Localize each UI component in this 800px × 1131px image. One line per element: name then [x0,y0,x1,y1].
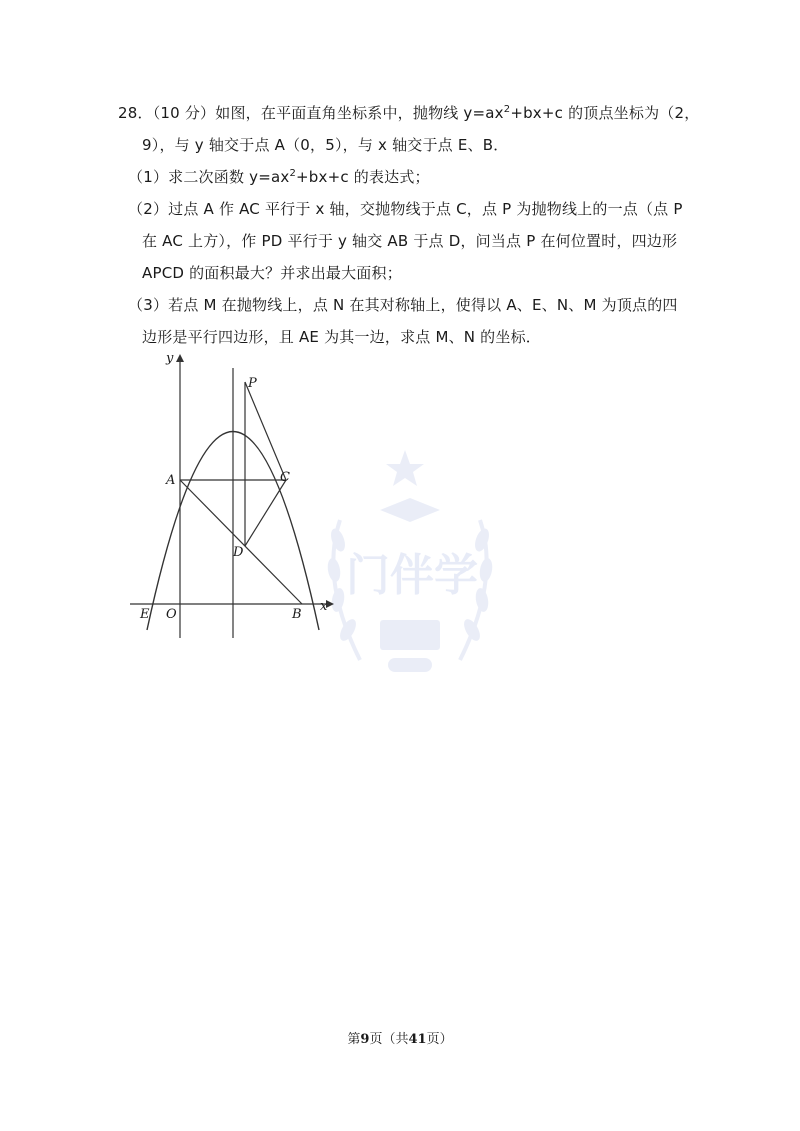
footer-middle: 页（共 [369,1032,409,1047]
label-o: O [166,607,177,622]
label-y: y [166,351,174,366]
label-b: B [292,607,302,622]
problem-intro-line2: 9），与 y 轴交于点 A（0，5），与 x 轴交于点 E、B． [142,136,509,154]
label-a: A [166,473,176,488]
part2-line2: 在 AC 上方），作 PD 平行于 y 轴交 AB 于点 D，问当点 P 在何位置时，四边形 [142,232,678,250]
page-footer [0,1031,800,1049]
footer-prefix: 第 [347,1032,361,1047]
problem-heading: 28．（10 分）如图，在平面直角坐标系中，抛物线 $y=ax^2+bx+c$ 的顶点坐标为（2， [118,104,700,122]
watermark-text: 门伴学 [346,550,478,601]
label-e: E [140,607,150,622]
segment-pc [245,382,286,480]
segment-ab [180,480,302,604]
watermark-star-icon [386,450,424,486]
part1-text-a: （1）求二次函数 y=ax [128,168,290,186]
parabola-figure [130,348,350,648]
part3-line2: 边形是平行四边形，且 AE 为其一边，求点 M、N 的坐标． [142,328,541,346]
footer-total-pages: 41 [408,1032,427,1047]
part3-line1: （3）若点 M 在抛物线上，点 N 在其对称轴上，使得以 A、E、N、M 为顶点的四 [128,296,678,314]
exponent: 2 [503,104,511,115]
segment-cd [245,480,286,546]
problem-intro-b: +bx+c 的顶点坐标为（2， [510,104,700,122]
part2-line3: APCD 的面积最大？并求出最大面积； [142,264,402,282]
part1 [128,167,430,187]
problem-number: 28 [118,104,138,122]
label-d: D [233,545,244,560]
part2-line1: （2）过点 A 作 AC 平行于 x 轴，交抛物线于点 C，点 P 为抛物线上的一点（点 P [128,200,683,218]
part1-text-b: +bx+c 的表达式； [296,168,430,186]
label-x: x [320,599,328,614]
label-p: P [248,376,257,391]
exponent: 2 [289,168,296,179]
problem-points: （10 分） [152,104,216,122]
footer-page-number: 9 [360,1032,370,1047]
problem-intro-a: 如图，在平面直角坐标系中，抛物线 y=ax [215,104,504,122]
footer-suffix: 页） [426,1032,453,1047]
y-axis-arrow-icon [176,354,184,362]
label-c: C [280,470,290,485]
